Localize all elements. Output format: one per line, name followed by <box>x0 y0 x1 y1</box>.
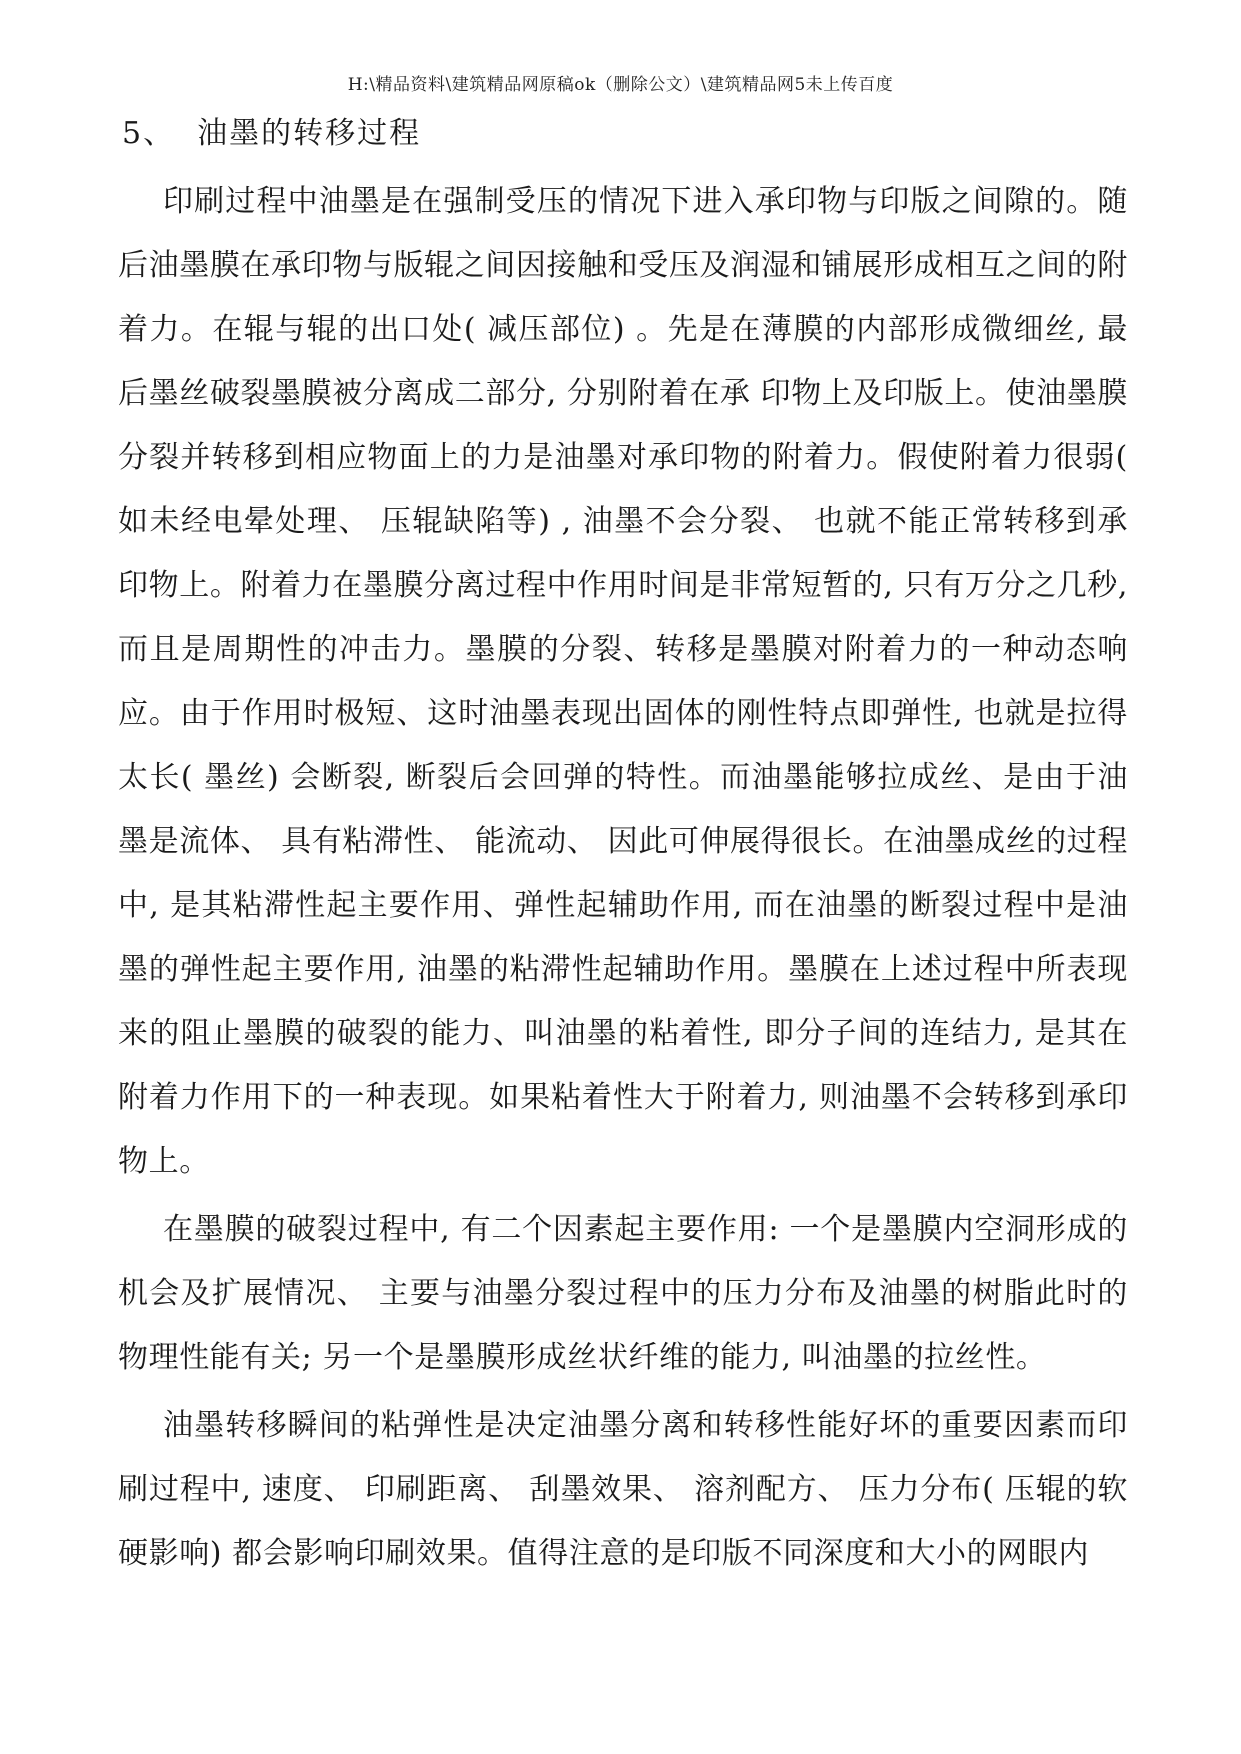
section-number: 5、 <box>122 116 176 151</box>
paragraph-ink-transfer: 印刷过程中油墨是在强制受压的情况下进入承印物与印版之间隙的。随后油墨膜在承印物与版辊之间因接触和受压及润湿和铺展形成相互之间的附着力。在辊与辊的出口处( 减压部位) 。先是在薄膜的内部形成微细丝, 最后墨丝破裂墨膜被分离成二部分, 分别附着在承 印物上及印版上。使油墨膜分裂并转移到相应物面上的力是油墨对承印物的附着力。假使附着力很弱( 如未经电晕处理、 压辊缺陷等) , 油墨不会分裂、 也就不能正常转移到承印物上。附着力在墨膜分离过程中作用时间是非常短暂的, 只有万分之几秒, 而且是周期性的冲击力。墨膜的分裂、转移是墨膜对附着力的一种动态响应。由于作用时极短、这时油墨表现出固体的刚性特点即弹性, 也就是拉得太长( 墨丝) 会断裂, 断裂后会回弹的特性。而油墨能够拉成丝、是由于油墨是流体、 具有粘滞性、 能流动、 因此可伸展得很长。在油墨成丝的过程中, 是其粘滞性起主要作用、弹性起辅助作用, 而在油墨的断裂过程中是油墨的弹性起主要作用, 油墨的粘滞性起辅助作用。墨膜在上述过程中所表现来的阻止墨膜的破裂的能力、叫油墨的粘着性, 即分子间的连结力, 是其在附着力作用下的一种表现。如果粘着性大于附着力, 则油墨不会转移到承印物上。 <box>118 184 1128 1179</box>
paragraph-viscoelasticity: 油墨转移瞬间的粘弹性是决定油墨分离和转移性能好坏的重要因素而印刷过程中, 速度、 印刷距离、 刮墨效果、 溶剂配方、 压力分布( 压辊的软硬影响) 都会影响印刷效果。值得注意的是印版不同深度和大小的网眼内 <box>118 1408 1128 1571</box>
file-path-header: H:\精品资料\建筑精品网原稿ok（删除公文）\建筑精品网5未上传百度 <box>347 75 894 95</box>
section-title-text: 油墨的转移过程 <box>197 116 422 151</box>
section-heading <box>122 108 421 152</box>
paragraph-film-rupture: 在墨膜的破裂过程中, 有二个因素起主要作用: 一个是墨膜内空洞形成的机会及扩展情况、 主要与油墨分裂过程中的压力分布及油墨的树脂此时的物理性能有关; 另一个是墨膜形成丝状纤维的能力, 叫油墨的拉丝性。 <box>118 1212 1128 1375</box>
document-body <box>118 170 1128 1590</box>
